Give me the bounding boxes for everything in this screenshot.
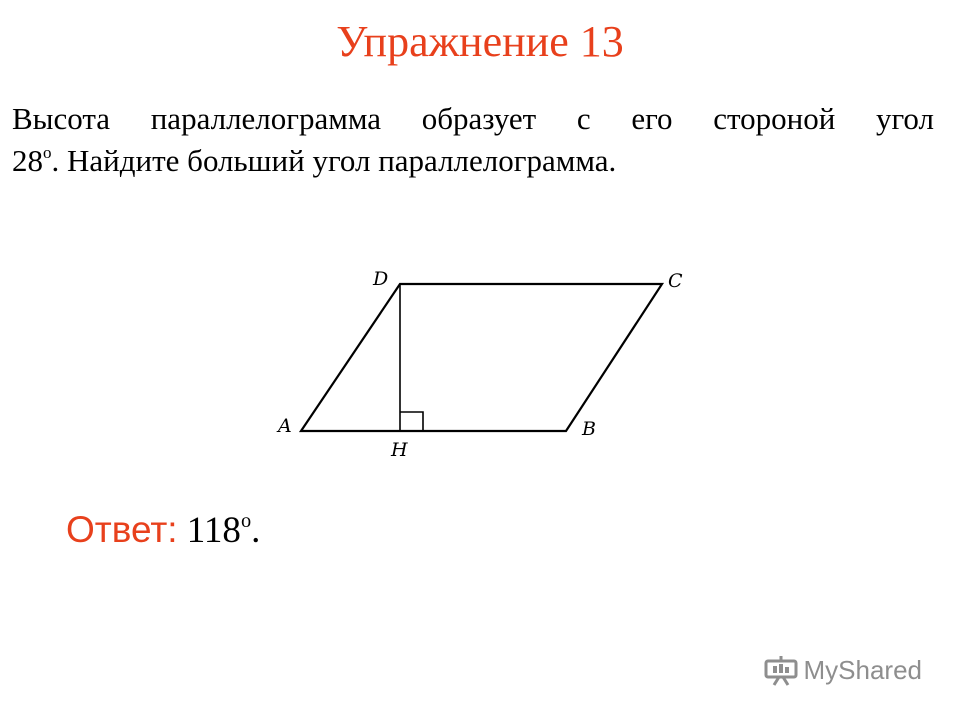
answer-value <box>187 510 261 551</box>
answer-degree-mark: o <box>240 509 252 532</box>
vertex-label-a: A <box>278 415 292 437</box>
parallelogram-diagram <box>270 255 683 465</box>
problem-line-2 <box>12 140 934 182</box>
vertex-label-h: H <box>391 439 408 461</box>
answer-number: 118 <box>186 510 241 551</box>
slide-title: Упражнение 13 <box>336 17 624 66</box>
parallelogram-abcd <box>301 284 662 431</box>
answer-label: Ответ: <box>66 509 178 550</box>
angle-value: 28 <box>12 142 43 178</box>
watermark-logo <box>764 655 923 686</box>
answer <box>66 508 260 553</box>
watermark-text: MyShared <box>803 655 922 685</box>
answer-suffix: . <box>251 510 261 551</box>
right-angle-marker <box>400 412 423 431</box>
problem-statement <box>12 98 934 182</box>
problem-question: . Найдите больший угол параллелограмма. <box>51 142 617 178</box>
degree-mark: o <box>43 143 52 163</box>
vertex-label-b: B <box>582 418 596 440</box>
vertex-label-d: D <box>373 268 389 290</box>
presentation-board-icon <box>764 656 798 686</box>
parallelogram-figure <box>270 255 683 465</box>
problem-line-1: Высота параллелограмма образует с его стороной угол <box>12 101 934 136</box>
vertex-label-c: C <box>668 270 683 292</box>
